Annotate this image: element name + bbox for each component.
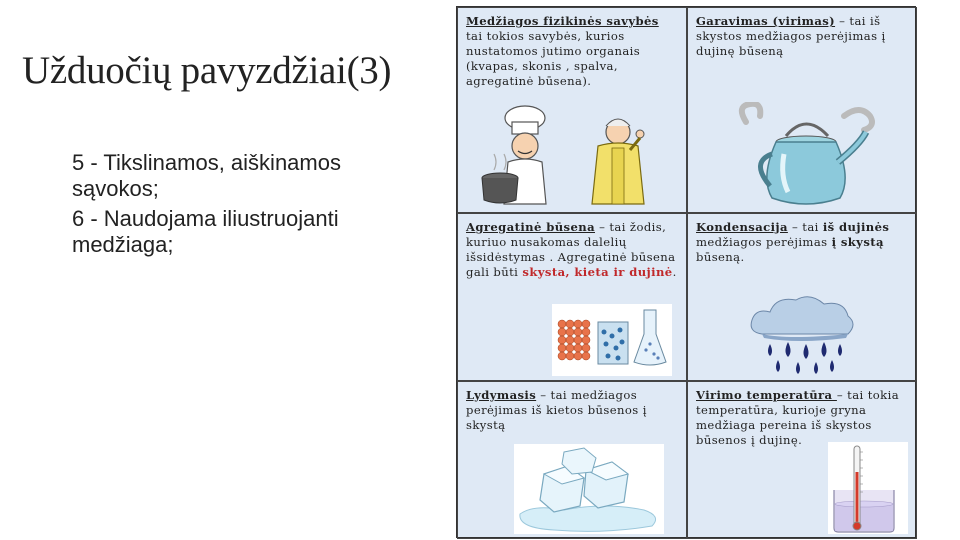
term-label: Agregatinė būsena xyxy=(466,220,595,234)
slide-title: Užduočių pavyzdžiai(3) xyxy=(22,49,392,92)
rain-cloud-illustration xyxy=(748,294,858,380)
cell-condensation xyxy=(687,213,917,381)
cell-melting xyxy=(457,381,687,539)
cell-boiling-temperature xyxy=(687,381,917,539)
melting-ice-illustration xyxy=(514,444,664,534)
definition-text-2: medžiagos perėjimas xyxy=(696,235,832,249)
thermometer-beaker-illustration xyxy=(828,442,908,534)
definition-text-3: būseną. xyxy=(696,250,745,264)
definition-text: – tai iš skystos medžiagos perėjimas į dujinę būseną xyxy=(696,14,886,58)
term-label: Garavimas (virimas) xyxy=(696,14,836,28)
definition-bold-2: į skystą xyxy=(831,235,884,249)
steaming-kettle-illustration xyxy=(736,102,876,208)
cell-state-of-matter xyxy=(457,213,687,381)
definition-text: – tai medžiagos perėjimas iš kietos būsenos į skystą xyxy=(466,388,647,432)
states-highlight: skysta, kieta ir dujinė xyxy=(522,265,673,279)
bullet-item: 5 - Tikslinamos, aiškinamos sąvokos; xyxy=(72,150,341,201)
definition-text: tai tokios savybės, kurios nustatomos jutimo organais (kvapas, skonis , spalva, agregatinė būsena). xyxy=(466,29,641,88)
term-label: Virimo temperatūra xyxy=(696,388,837,402)
definition-text: – tai žodis, kuriuo nusakomas dalelių išsidėstymas . Agregatinė būsena gali būti xyxy=(466,220,676,279)
definition-text-end: . xyxy=(672,265,677,279)
term-label: Medžiagos fizikinės savybės xyxy=(466,14,659,28)
definition-text: – tai xyxy=(787,220,823,234)
bullet-item: 6 - Naudojama iliustruojanti medžiaga; xyxy=(72,206,339,257)
states-of-matter-illustration xyxy=(552,304,672,376)
cell-physical-properties xyxy=(457,7,687,213)
definition-bold: iš dujinės xyxy=(822,220,890,234)
definition-text: – tai tokia temperatūra, kurioje gryna medžiaga pereina iš skystos būsenos į dujinę. xyxy=(696,388,900,447)
term-label: Kondensacija xyxy=(696,220,788,234)
bullet-list xyxy=(72,150,422,262)
term-label: Lydymasis xyxy=(466,388,537,402)
definitions-table xyxy=(456,6,916,538)
cell-evaporation xyxy=(687,7,917,213)
chef-and-cook-illustration xyxy=(480,104,660,206)
